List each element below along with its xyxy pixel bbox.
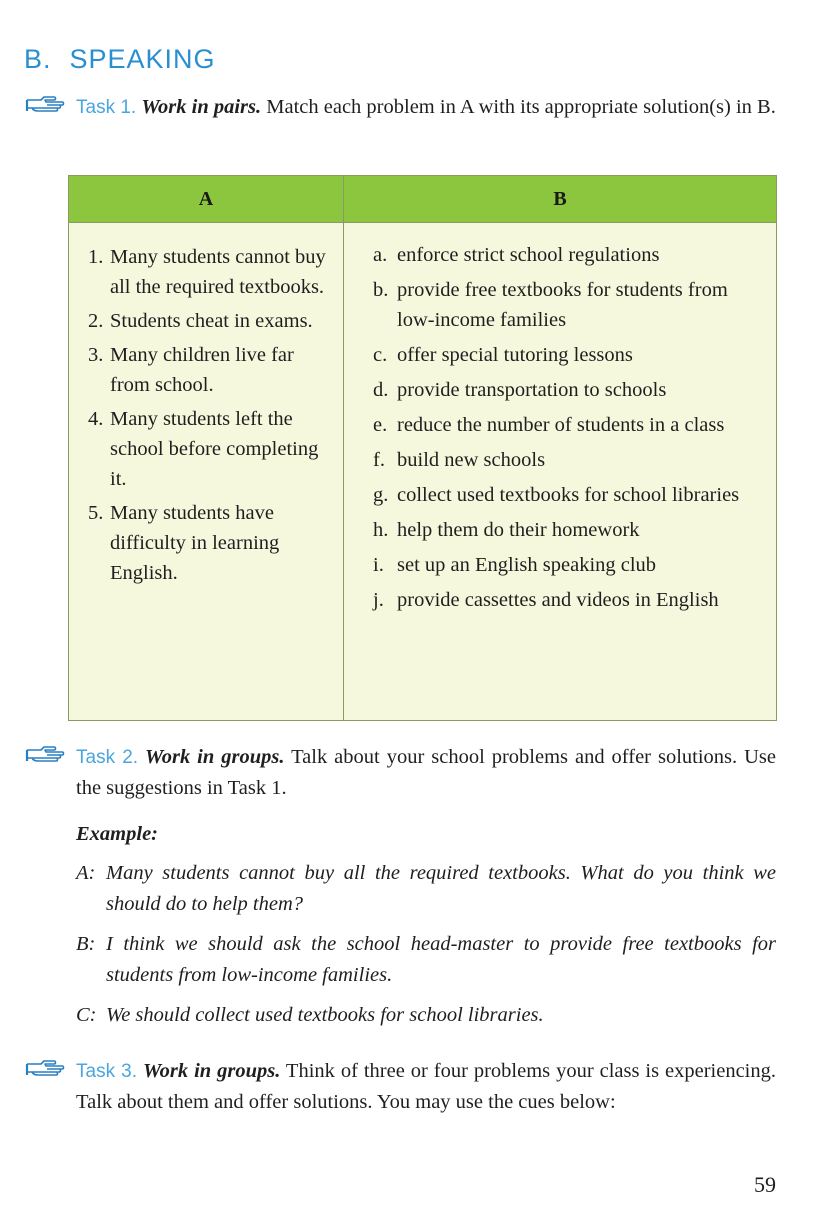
task-3-text: Think of three or four problems your class is experiencing. Talk about them and offer solutions. You may use the cues below: xyxy=(76,1060,776,1113)
speaker-label: C: xyxy=(76,1004,97,1026)
task-1-text: Match each problem in A with its appropriate solution(s) in B. xyxy=(266,96,776,118)
problem-item: 1. Many students cannot buy all the required textbooks. xyxy=(88,246,326,298)
column-a-header: A xyxy=(69,176,344,223)
solution-item: a. enforce strict school regulations xyxy=(373,244,660,266)
problem-item: 4. Many students left the school before completing it. xyxy=(88,408,319,490)
solution-item: d. provide transportation to schools xyxy=(373,379,667,401)
problems-column xyxy=(69,223,344,721)
section-letter: B. xyxy=(24,44,52,74)
column-b-header: B xyxy=(344,176,777,223)
section-heading xyxy=(24,44,216,75)
task-2-instruction: Work in groups. xyxy=(145,746,285,768)
page-number: 59 xyxy=(754,1172,776,1197)
task-3 xyxy=(24,1056,776,1118)
task-1 xyxy=(24,92,776,123)
problem-item: 5. Many students have difficulty in learning English. xyxy=(88,502,280,584)
task-1-number: Task 1. xyxy=(76,97,137,118)
solution-item: c. offer special tutoring lessons xyxy=(373,344,633,366)
pointing-hand-icon xyxy=(24,94,66,116)
matching-table xyxy=(68,175,777,721)
section-title: SPEAKING xyxy=(69,44,216,74)
example-dialog xyxy=(76,823,776,1040)
dialog-line: B: I think we should ask the school head-master to provide free textbooks for students from low-income families. xyxy=(76,929,776,991)
solutions-column xyxy=(344,223,777,721)
solution-item: g. collect used textbooks for school libraries xyxy=(373,484,740,506)
task-2-number: Task 2. xyxy=(76,747,139,768)
speaker-label: A: xyxy=(76,862,96,884)
pointing-hand-icon xyxy=(24,744,66,766)
example-label: Example: xyxy=(76,823,158,845)
pointing-hand-icon xyxy=(24,1058,66,1080)
task-2-text: Talk about your school problems and offer solutions. Use the suggestions in Task 1. xyxy=(76,746,776,799)
task-3-number: Task 3. xyxy=(76,1061,138,1082)
solution-item: h. help them do their homework xyxy=(373,519,640,541)
solution-item: f. build new schools xyxy=(373,449,546,471)
solution-item: i. set up an English speaking club xyxy=(373,554,657,576)
problem-item: 3. Many children live far from school. xyxy=(88,344,294,396)
task-3-instruction: Work in groups. xyxy=(142,1060,281,1082)
problem-item: 2. Students cheat in exams. xyxy=(88,310,313,332)
task-2 xyxy=(24,742,776,804)
solution-item: b. provide free textbooks for students from low-income families xyxy=(373,279,728,331)
dialog-line: C: We should collect used textbooks for school libraries. xyxy=(76,1000,776,1031)
solution-item: j. provide cassettes and videos in English xyxy=(373,589,719,611)
solution-item: e. reduce the number of students in a class xyxy=(373,414,725,436)
dialog-line: A: Many students cannot buy all the required textbooks. What do you think we should do to help them? xyxy=(76,858,776,920)
speaker-label: B: xyxy=(76,933,96,955)
task-1-instruction: Work in pairs. xyxy=(141,96,262,118)
